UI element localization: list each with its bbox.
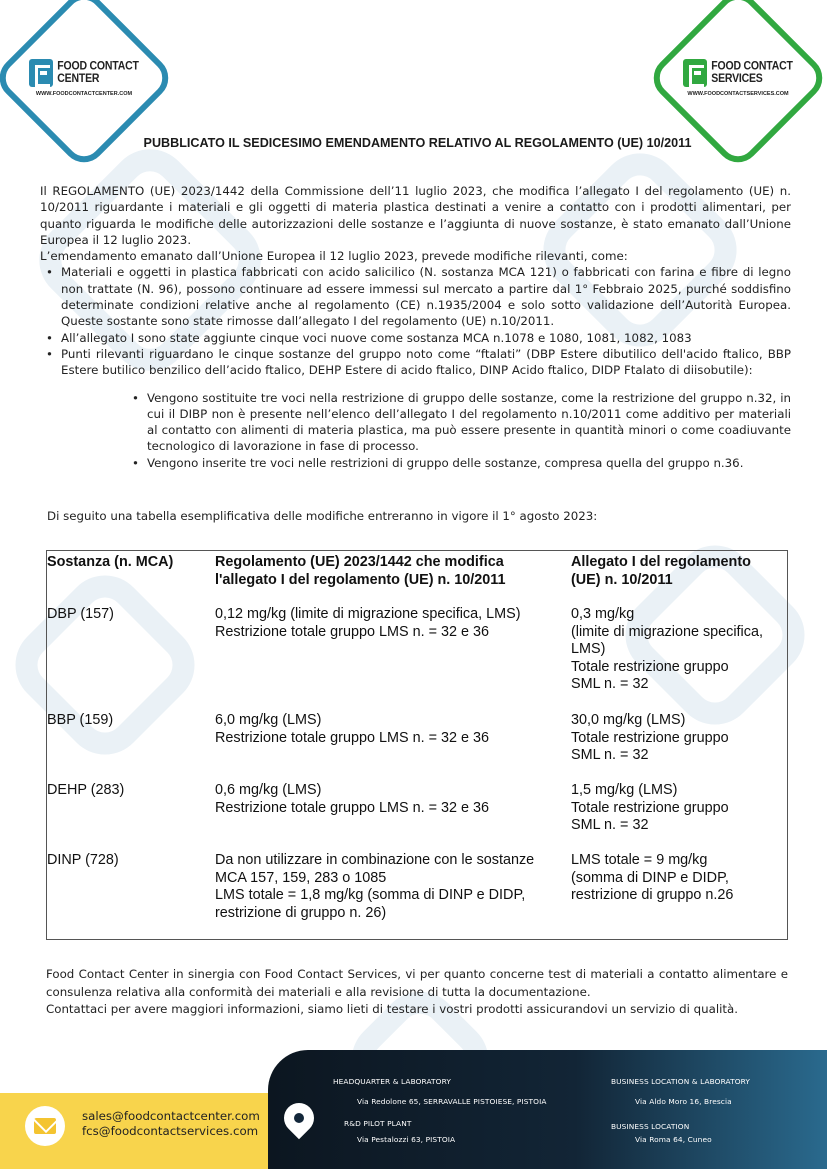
rd-address: Via Pestalozzi 63, PISTOIA bbox=[357, 1135, 456, 1144]
table-intro-text: Di seguito una tabella esemplificativa delle modifiche entreranno in vigore il 1° agosto 2023: bbox=[47, 509, 598, 523]
cell-line: SML n. = 32 bbox=[571, 817, 649, 833]
cell-line: 1,5 mg/kg (LMS) bbox=[571, 782, 678, 798]
fcs-logo-icon bbox=[683, 59, 707, 87]
logo-right-name-line2: SERVICES bbox=[711, 71, 763, 86]
logo-left-url: WWW.FOODCONTACTCENTER.COM bbox=[35, 91, 133, 97]
cell-line: 30,0 mg/kg (LMS) bbox=[571, 712, 686, 728]
logo-left-name-line2: CENTER bbox=[57, 71, 100, 86]
header-line: (UE) n. 10/2011 bbox=[571, 571, 673, 588]
closing-text bbox=[46, 966, 788, 1019]
cell-line: SML n. = 32 bbox=[571, 676, 649, 692]
table-row-dinp-substance: DINP (728) bbox=[47, 852, 119, 868]
hq-address: Via Redolone 65, SERRAVALLE PISTOIESE, PISTOIA bbox=[357, 1097, 547, 1106]
document-title: PUBBLICATO IL SEDICESIMO EMENDAMENTO RELATIVO AL REGOLAMENTO (UE) 10/2011 bbox=[143, 136, 692, 150]
table-row-dehp-substance: DEHP (283) bbox=[47, 782, 125, 798]
cell-line: restrizione di gruppo n.26 bbox=[571, 887, 734, 903]
list-item: • Punti rilevanti riguardano le cinque sostanze del gruppo noto come “ftalati” (DBP Estere dibutilico dell'acido ftalico, BBP Estere butilico benzilico dell’acido ftalico, DEHP Estere di acido ftalico, DINP Acido ftalico, DIDP Ftalato di diisobutile): bbox=[40, 346, 791, 379]
substances-table bbox=[46, 550, 788, 940]
header-line: Allegato I del regolamento bbox=[571, 554, 751, 570]
cell-line: LMS totale = 1,8 mg/kg (somma di DINP e DIDP, bbox=[215, 887, 526, 903]
header-line: Regolamento (UE) 2023/1442 che modifica bbox=[215, 554, 504, 570]
business-label: BUSINESS LOCATION bbox=[611, 1122, 690, 1131]
fcc-logo-icon bbox=[29, 59, 53, 87]
cell-line: (limite di migrazione specifica, bbox=[571, 623, 763, 640]
cell-line: Totale restrizione gruppo bbox=[571, 799, 729, 816]
cell-line: Restrizione totale gruppo LMS n. = 32 e 36 bbox=[215, 729, 489, 746]
cell-line: 6,0 mg/kg (LMS) bbox=[215, 712, 322, 728]
sub-list-item: • Vengono sostituite tre voci nella restrizione di gruppo delle sostanze, come la restrizione del gruppo n.32, in cui il DIBP non è presente nell’elenco dell’allegato I del regolamento n.10/2011 come additivo per materiali al contatto con alimenti di materia plastica, ma può essere presente in quantità minori o come coadiuvante tecnologico di lavorazione in fase di processo. bbox=[126, 390, 791, 455]
cell-line: LMS) bbox=[571, 641, 606, 657]
changes-list bbox=[40, 264, 791, 378]
logo-right-url: WWW.FOODCONTACTSERVICES.COM bbox=[687, 91, 789, 97]
email-sales-link[interactable]: sales@foodcontactcenter.com bbox=[82, 1109, 260, 1123]
footer-locations-band bbox=[268, 1050, 827, 1169]
logo-left-name-line1: FOOD CONTACT bbox=[57, 59, 139, 73]
table-header-annex bbox=[571, 554, 786, 589]
table-row-dbp-new bbox=[215, 606, 565, 641]
closing-paragraph: Food Contact Center in sinergia con Food Contact Services, vi per quanto concerne test di materiali a contatto alimentare e consulenza relativa alla conformità dei materiali e alla revisione di tutta la documentazione. bbox=[46, 967, 788, 999]
table-row-bbp-old bbox=[571, 712, 786, 765]
cell-line: Totale restrizione gruppo bbox=[571, 658, 729, 675]
cell-line: 0,6 mg/kg (LMS) bbox=[215, 782, 322, 798]
table-row-dehp-new bbox=[215, 782, 565, 817]
document-body bbox=[40, 183, 791, 471]
cell-line: SML n. = 32 bbox=[571, 747, 649, 763]
list-item: • Materiali e oggetti in plastica fabbricati con acido salicilico (N. sostanza MCA 121) o fabbricati con farina e fibre di legno non trattate (N. 96), possono continuare ad essere immessi sul mercato a partire dal 1° Febbraio 2025, purché soddisfino determinate condizioni relative anche al regolamento (CE) n.1935/2004 e solo sotto validazione dell’Autorità Europea. Queste sostante sono state rimosse dall’allegato I del regolamento (UE) n.10/2011. bbox=[40, 264, 791, 329]
hq-label: HEADQUARTER & LABORATORY bbox=[333, 1077, 451, 1086]
cell-line: MCA 157, 159, 283 o 1085 bbox=[215, 869, 387, 886]
cell-line: 0,3 mg/kg bbox=[571, 606, 635, 622]
logo-right-name-line1: FOOD CONTACT bbox=[711, 59, 793, 73]
table-header-substance: Sostanza (n. MCA) bbox=[47, 554, 174, 570]
sub-list-item: • Vengono inserite tre voci nelle restrizioni di gruppo delle sostanze, compresa quella del gruppo n.36. bbox=[126, 455, 791, 471]
cell-line: restrizione di gruppo n. 26) bbox=[215, 904, 387, 921]
intro-paragraph: Il REGOLAMENTO (UE) 2023/1442 della Commissione dell’11 luglio 2023, che modifica l’allegato I del regolamento (UE) n. 10/2011 riguardante i materiali e gli oggetti di materia plastica destinati a venire a contatto con i prodotti alimentari, per quanto riguarda le modifiche delle autorizzazioni delle sostanze e l’aggiunta di nuove sostanze, è stato emanato dall’Unione Europea il 12 luglio 2023. bbox=[40, 184, 791, 247]
cell-line: 0,12 mg/kg (limite di migrazione specifica, LMS) bbox=[215, 606, 521, 622]
table-header-new-regulation bbox=[215, 554, 565, 589]
cell-line: Totale restrizione gruppo bbox=[571, 729, 729, 746]
mail-icon bbox=[25, 1106, 65, 1146]
footer-emails bbox=[82, 1109, 260, 1139]
cell-line: Da non utilizzare in combinazione con le sostanze bbox=[215, 852, 535, 868]
business-lab-label: BUSINESS LOCATION & LABORATORY bbox=[611, 1077, 751, 1086]
list-item: • All’allegato I sono state aggiunte cinque voci nuove come sostanza MCA n.1078 e 1080, 1081, 1082, 1083 bbox=[40, 330, 791, 346]
table-row-dehp-old bbox=[571, 782, 786, 835]
header-line: l'allegato I del regolamento (UE) n. 10/2011 bbox=[215, 571, 506, 588]
phthalates-sublist bbox=[40, 390, 791, 471]
rd-label: R&D PILOT PLANT bbox=[344, 1119, 412, 1128]
business-lab-address: Via Aldo Moro 16, Brescia bbox=[635, 1097, 732, 1106]
cell-line: Restrizione totale gruppo LMS n. = 32 e 36 bbox=[215, 623, 489, 640]
table-row-bbp-new bbox=[215, 712, 565, 747]
table-row-dbp-substance: DBP (157) bbox=[47, 606, 114, 622]
cell-line: Restrizione totale gruppo LMS n. = 32 e 36 bbox=[215, 799, 489, 816]
table-row-dinp-old bbox=[571, 852, 786, 905]
cell-line: LMS totale = 9 mg/kg bbox=[571, 852, 708, 868]
email-fcs-link[interactable]: fcs@foodcontactservices.com bbox=[82, 1124, 259, 1138]
table-row-dbp-old bbox=[571, 606, 786, 694]
amendment-paragraph: L’emendamento emanato dall’Unione Europea il 12 luglio 2023, prevede modifiche rilevanti, come: bbox=[40, 249, 628, 264]
business-address: Via Roma 64, Cuneo bbox=[635, 1135, 712, 1144]
cell-line: (somma di DINP e DIDP, bbox=[571, 869, 729, 886]
contact-paragraph: Contattaci per avere maggiori informazioni, siamo lieti di testare i vostri prodotti assicurandovi un servizio di qualità. bbox=[46, 1002, 738, 1016]
table-row-dinp-new bbox=[215, 852, 565, 922]
table-row-bbp-substance: BBP (159) bbox=[47, 712, 114, 728]
